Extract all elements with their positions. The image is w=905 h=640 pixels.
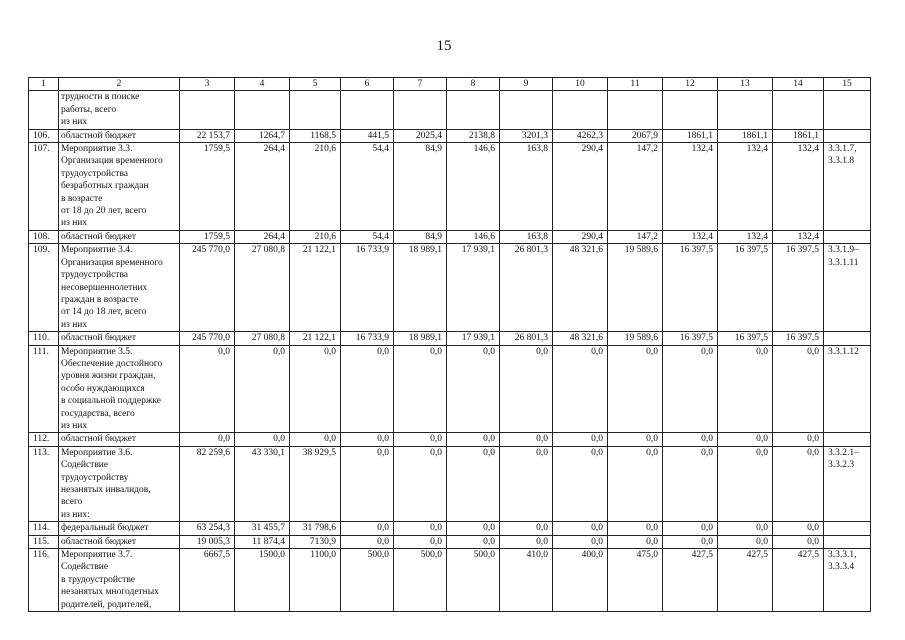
value-cell: 0,0 <box>663 446 718 521</box>
row-description <box>59 91 180 129</box>
value-cell: 1100,0 <box>290 549 341 612</box>
value-cell: 132,4 <box>718 143 773 231</box>
description-line: государства, всего <box>61 408 135 419</box>
row-number: 107. <box>29 143 59 231</box>
value-cell: 16 397,5 <box>663 244 718 332</box>
table-row <box>29 535 871 548</box>
value-cell: 0,0 <box>718 446 773 521</box>
row-number <box>29 91 59 129</box>
description-line: незанятых многодетных <box>61 587 159 598</box>
budget-table <box>28 77 871 612</box>
value-cell: 31 455,7 <box>235 522 290 535</box>
row-number: 116. <box>29 549 59 612</box>
value-cell: 26 801,3 <box>500 244 553 332</box>
value-cell: 48 321,6 <box>553 332 608 345</box>
indicator-codes <box>824 143 871 231</box>
indicator-codes <box>824 332 871 345</box>
indicator-code: 3.3.1.7, <box>828 144 857 155</box>
description-line: Содействие <box>61 460 109 471</box>
value-cell: 290,4 <box>553 143 608 231</box>
value-cell: 38 929,5 <box>290 446 341 521</box>
row-number: 108. <box>29 230 59 243</box>
value-cell: 19 589,6 <box>608 332 663 345</box>
value-cell: 0,0 <box>663 345 718 433</box>
value-cell: 0,0 <box>447 446 500 521</box>
description-line: Организация временного <box>61 156 163 167</box>
value-cell: 27 080,8 <box>235 244 290 332</box>
value-cell: 0,0 <box>553 446 608 521</box>
value-cell: 0,0 <box>341 345 394 433</box>
value-cell: 16 397,5 <box>718 332 773 345</box>
value-cell: 21 122,1 <box>290 244 341 332</box>
value-cell <box>394 91 447 129</box>
value-cell: 19 005,3 <box>180 535 235 548</box>
value-cell: 0,0 <box>341 522 394 535</box>
indicator-codes <box>824 91 871 129</box>
description-line: родителей, родителей, <box>61 599 152 610</box>
header-row <box>29 78 871 91</box>
value-cell: 6667,5 <box>180 549 235 612</box>
indicator-code: 3.3.2.3 <box>828 460 855 471</box>
row-number: 113. <box>29 446 59 521</box>
value-cell: 0,0 <box>663 535 718 548</box>
value-cell: 475,0 <box>608 549 663 612</box>
value-cell: 245 770,0 <box>180 244 235 332</box>
value-cell: 0,0 <box>180 345 235 433</box>
description-line: в трудоустройстве <box>61 574 135 585</box>
value-cell: 400,0 <box>553 549 608 612</box>
value-cell: 0,0 <box>394 535 447 548</box>
table-row <box>29 230 871 243</box>
row-description <box>59 433 180 446</box>
row-number: 115. <box>29 535 59 548</box>
value-cell: 0,0 <box>608 522 663 535</box>
value-cell: 500,0 <box>394 549 447 612</box>
row-number: 114. <box>29 522 59 535</box>
value-cell: 17 939,1 <box>447 332 500 345</box>
value-cell: 16 733,9 <box>341 332 394 345</box>
description-line: в возрасте <box>61 193 103 204</box>
description-line: в социальной поддержке <box>61 396 162 407</box>
value-cell <box>180 91 235 129</box>
description-line: областной бюджет <box>61 333 137 344</box>
value-cell: 0,0 <box>235 345 290 433</box>
header-cell: 12 <box>663 78 718 91</box>
value-cell: 0,0 <box>608 345 663 433</box>
value-cell: 427,5 <box>663 549 718 612</box>
value-cell: 3201,3 <box>500 129 553 142</box>
value-cell: 0,0 <box>394 433 447 446</box>
value-cell: 0,0 <box>663 433 718 446</box>
value-cell: 0,0 <box>341 433 394 446</box>
value-cell: 0,0 <box>718 433 773 446</box>
indicator-code: 3.3.1.8 <box>828 156 855 167</box>
value-cell: 16 733,9 <box>341 244 394 332</box>
table-row <box>29 332 871 345</box>
row-number: 111. <box>29 345 59 433</box>
row-number: 110. <box>29 332 59 345</box>
description-line: областной бюджет <box>61 536 137 547</box>
description-line: работы, всего <box>61 104 117 115</box>
row-description <box>59 345 180 433</box>
value-cell: 27 080,8 <box>235 332 290 345</box>
indicator-codes <box>824 129 871 142</box>
description-line: трудоустройства <box>61 168 129 179</box>
value-cell: 2138,8 <box>447 129 500 142</box>
description-line: областной бюджет <box>61 130 137 141</box>
indicator-codes <box>824 230 871 243</box>
value-cell <box>718 91 773 129</box>
header-cell: 2 <box>59 78 180 91</box>
value-cell: 48 321,6 <box>553 244 608 332</box>
value-cell: 26 801,3 <box>500 332 553 345</box>
value-cell: 16 397,5 <box>663 332 718 345</box>
value-cell: 0,0 <box>500 522 553 535</box>
header-cell: 10 <box>553 78 608 91</box>
value-cell: 0,0 <box>608 535 663 548</box>
table-row <box>29 522 871 535</box>
value-cell: 0,0 <box>394 446 447 521</box>
description-line: из них <box>61 319 88 330</box>
value-cell: 163,8 <box>500 143 553 231</box>
description-line: Мероприятие 3.3. <box>61 144 133 155</box>
header-cell: 15 <box>824 78 871 91</box>
value-cell <box>290 91 341 129</box>
value-cell: 1759,5 <box>180 143 235 231</box>
value-cell: 0,0 <box>447 345 500 433</box>
value-cell: 1861,1 <box>718 129 773 142</box>
indicator-code: 3.3.1.11 <box>828 257 859 268</box>
value-cell: 264,4 <box>235 143 290 231</box>
row-description <box>59 230 180 243</box>
description-line: несовершеннолетних <box>61 282 148 293</box>
description-line: из них <box>61 218 88 229</box>
indicator-code: 3.3.2.1– <box>828 447 859 458</box>
value-cell: 16 397,5 <box>773 244 824 332</box>
value-cell: 0,0 <box>500 345 553 433</box>
value-cell: 0,0 <box>773 535 824 548</box>
table-row <box>29 433 871 446</box>
value-cell: 500,0 <box>447 549 500 612</box>
value-cell: 441,5 <box>341 129 394 142</box>
indicator-code: 3.3.3.1, <box>828 550 857 561</box>
value-cell: 1500,0 <box>235 549 290 612</box>
value-cell: 22 153,7 <box>180 129 235 142</box>
header-cell: 8 <box>447 78 500 91</box>
header-cell: 5 <box>290 78 341 91</box>
table-row <box>29 143 871 231</box>
value-cell <box>235 91 290 129</box>
value-cell: 0,0 <box>553 522 608 535</box>
value-cell <box>500 91 553 129</box>
value-cell: 500,0 <box>341 549 394 612</box>
value-cell: 0,0 <box>553 345 608 433</box>
row-description <box>59 549 180 612</box>
value-cell: 19 589,6 <box>608 244 663 332</box>
value-cell: 0,0 <box>290 345 341 433</box>
value-cell <box>773 91 824 129</box>
row-number: 112. <box>29 433 59 446</box>
value-cell: 245 770,0 <box>180 332 235 345</box>
value-cell: 0,0 <box>608 433 663 446</box>
description-line: от 18 до 20 лет, всего <box>61 206 147 217</box>
row-description <box>59 129 180 142</box>
value-cell: 0,0 <box>718 345 773 433</box>
value-cell: 21 122,1 <box>290 332 341 345</box>
indicator-codes <box>824 446 871 521</box>
indicator-code: 3.3.1.9– <box>828 245 859 256</box>
description-line: трудности в поиске <box>61 92 140 103</box>
value-cell: 18 989,1 <box>394 244 447 332</box>
row-number: 109. <box>29 244 59 332</box>
description-line: незанятых инвалидов, <box>61 485 151 495</box>
row-description <box>59 332 180 345</box>
value-cell: 31 798,6 <box>290 522 341 535</box>
description-line: особо нуждающихся <box>61 383 145 394</box>
description-line: Содействие <box>61 562 109 573</box>
value-cell: 210,6 <box>290 143 341 231</box>
value-cell: 132,4 <box>663 143 718 231</box>
header-cell: 9 <box>500 78 553 91</box>
description-line: областной бюджет <box>61 231 137 242</box>
value-cell: 63 254,3 <box>180 522 235 535</box>
value-cell: 147,2 <box>608 230 663 243</box>
value-cell: 1264,7 <box>235 129 290 142</box>
description-line: из них: <box>61 509 90 520</box>
row-description <box>59 535 180 548</box>
indicator-codes <box>824 535 871 548</box>
description-line: всего <box>61 497 83 508</box>
value-cell: 0,0 <box>663 522 718 535</box>
value-cell: 84,9 <box>394 143 447 231</box>
indicator-code: 3.3.1.12 <box>828 346 859 357</box>
header-cell: 4 <box>235 78 290 91</box>
row-description <box>59 522 180 535</box>
description-line: от 14 до 18 лет, всего <box>61 307 147 318</box>
row-description <box>59 143 180 231</box>
value-cell <box>663 91 718 129</box>
indicator-codes <box>824 345 871 433</box>
value-cell: 132,4 <box>773 230 824 243</box>
value-cell: 11 874,4 <box>235 535 290 548</box>
value-cell: 0,0 <box>447 522 500 535</box>
value-cell: 84,9 <box>394 230 447 243</box>
description-line: трудоустройству <box>61 472 129 483</box>
header-cell: 13 <box>718 78 773 91</box>
value-cell: 410,0 <box>500 549 553 612</box>
description-line: федеральный бюджет <box>61 523 149 534</box>
value-cell: 1168,5 <box>290 129 341 142</box>
value-cell <box>447 91 500 129</box>
value-cell: 0,0 <box>553 535 608 548</box>
value-cell: 0,0 <box>718 522 773 535</box>
value-cell: 0,0 <box>773 446 824 521</box>
value-cell: 54,4 <box>341 143 394 231</box>
value-cell: 16 397,5 <box>773 332 824 345</box>
row-description <box>59 244 180 332</box>
value-cell: 132,4 <box>773 143 824 231</box>
description-line: граждан в возрасте <box>61 294 139 305</box>
table-row <box>29 345 871 433</box>
row-number: 106. <box>29 129 59 142</box>
value-cell: 290,4 <box>553 230 608 243</box>
indicator-codes <box>824 549 871 612</box>
row-description <box>59 446 180 521</box>
value-cell: 0,0 <box>235 433 290 446</box>
value-cell: 82 259,6 <box>180 446 235 521</box>
value-cell: 132,4 <box>718 230 773 243</box>
value-cell: 18 989,1 <box>394 332 447 345</box>
description-line: Мероприятие 3.6. <box>61 447 133 458</box>
description-line: Мероприятие 3.5. <box>61 346 133 357</box>
value-cell: 0,0 <box>773 433 824 446</box>
description-line: Мероприятие 3.7. <box>61 550 133 561</box>
value-cell: 264,4 <box>235 230 290 243</box>
value-cell: 7130,9 <box>290 535 341 548</box>
indicator-codes <box>824 433 871 446</box>
value-cell: 427,5 <box>718 549 773 612</box>
description-line: Обеспечение достойного <box>61 358 163 369</box>
page-number: 15 <box>436 38 452 54</box>
value-cell: 17 939,1 <box>447 244 500 332</box>
description-line: из них <box>61 117 88 128</box>
value-cell: 0,0 <box>608 446 663 521</box>
value-cell <box>553 91 608 129</box>
value-cell <box>608 91 663 129</box>
table-row <box>29 91 871 129</box>
description-line: уровня жизни граждан, <box>61 371 156 382</box>
value-cell: 0,0 <box>500 535 553 548</box>
value-cell: 0,0 <box>341 446 394 521</box>
table-row <box>29 244 871 332</box>
description-line: безработных граждан <box>61 181 149 192</box>
value-cell: 0,0 <box>773 345 824 433</box>
value-cell: 0,0 <box>773 522 824 535</box>
description-line: Организация временного <box>61 257 163 268</box>
table-row <box>29 129 871 142</box>
value-cell: 1759,5 <box>180 230 235 243</box>
value-cell: 16 397,5 <box>718 244 773 332</box>
description-line: трудоустройства <box>61 270 129 281</box>
value-cell: 210,6 <box>290 230 341 243</box>
value-cell: 0,0 <box>500 433 553 446</box>
value-cell: 0,0 <box>447 433 500 446</box>
value-cell: 54,4 <box>341 230 394 243</box>
value-cell: 4262,3 <box>553 129 608 142</box>
value-cell: 0,0 <box>447 535 500 548</box>
header-cell: 1 <box>29 78 59 91</box>
value-cell: 2025,4 <box>394 129 447 142</box>
value-cell: 147,2 <box>608 143 663 231</box>
value-cell: 0,0 <box>553 433 608 446</box>
header-cell: 11 <box>608 78 663 91</box>
header-cell: 7 <box>394 78 447 91</box>
header-cell: 3 <box>180 78 235 91</box>
indicator-code: 3.3.3.4 <box>828 562 855 573</box>
value-cell <box>341 91 394 129</box>
description-line: областной бюджет <box>61 434 137 445</box>
value-cell: 146,6 <box>447 143 500 231</box>
value-cell: 0,0 <box>290 433 341 446</box>
value-cell: 427,5 <box>773 549 824 612</box>
description-line: Мероприятие 3.4. <box>61 245 133 256</box>
value-cell: 0,0 <box>718 535 773 548</box>
table-row <box>29 549 871 612</box>
value-cell: 163,8 <box>500 230 553 243</box>
value-cell: 0,0 <box>341 535 394 548</box>
value-cell: 1861,1 <box>663 129 718 142</box>
value-cell: 0,0 <box>180 433 235 446</box>
description-line: из них <box>61 420 88 431</box>
table-row <box>29 446 871 521</box>
value-cell: 43 330,1 <box>235 446 290 521</box>
value-cell: 146,6 <box>447 230 500 243</box>
value-cell: 132,4 <box>663 230 718 243</box>
header-cell: 6 <box>341 78 394 91</box>
table-body <box>29 78 871 612</box>
value-cell: 0,0 <box>394 522 447 535</box>
indicator-codes <box>824 522 871 535</box>
value-cell: 0,0 <box>394 345 447 433</box>
value-cell: 2067,9 <box>608 129 663 142</box>
indicator-codes <box>824 244 871 332</box>
value-cell: 0,0 <box>500 446 553 521</box>
header-cell: 14 <box>773 78 824 91</box>
value-cell: 1861,1 <box>773 129 824 142</box>
